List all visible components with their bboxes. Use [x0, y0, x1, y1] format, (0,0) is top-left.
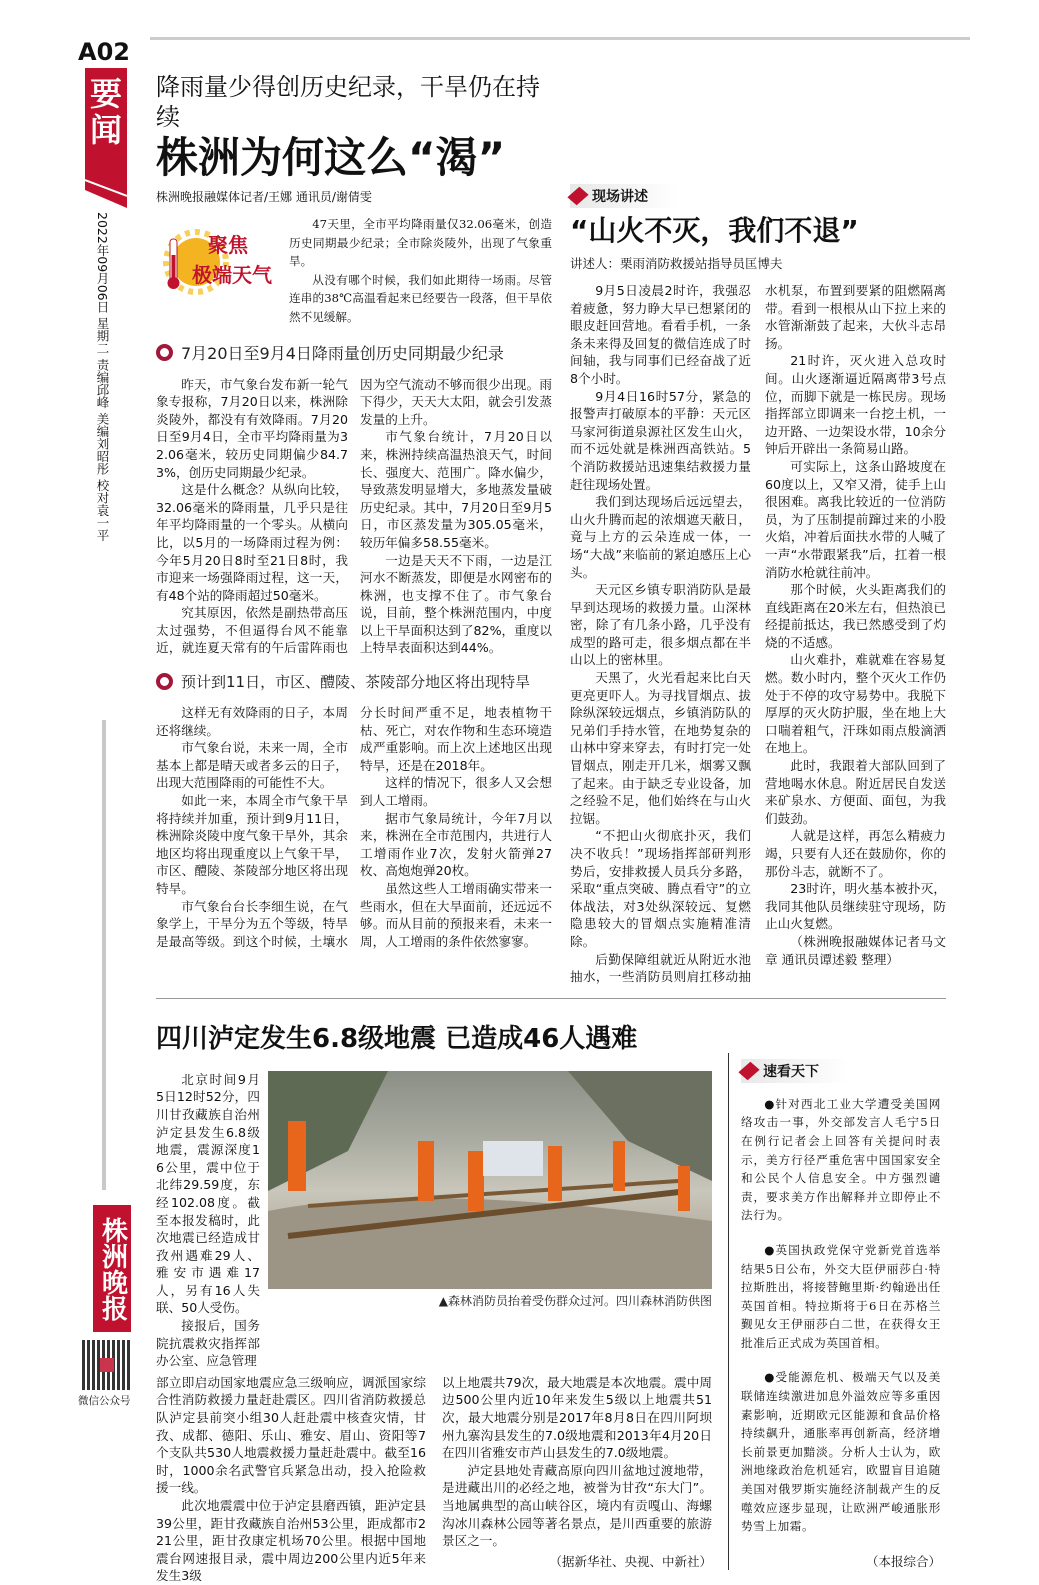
article-paragraph: 天黑了，火光看起来比白天更亮更吓人。为寻找冒烟点、拔除纵深较远烟点，乡镇消防队的兄弟们手持水管，在地势复杂的山林中穿来穿去，有时打完一处冒烟点，刚走开几米，烟雾又飘了起来。由于缺乏专业设备，加之经验不足，他们始终在与山火拉锯。	[570, 670, 751, 826]
article-paragraph: 这样的情况下，很多人又会想到人工增雨。	[360, 775, 552, 809]
briefs-tag-label: 速看天下	[763, 1063, 819, 1080]
paper-logo: 株洲晚报	[93, 1205, 131, 1332]
quake-title: 四川泸定发生6.8级地震 已造成46人遇难	[156, 1023, 638, 1054]
drought-subtitle: 降雨量少得创历史纪录，干旱仍在持续	[156, 73, 540, 131]
upper-section	[156, 44, 946, 986]
article-paragraph: 天元区乡镇专职消防队是最早到达现场的救援力量。山深林密，除了有几条小路，几乎没有成型的路可走，很多烟点都在半山以上的密林里。	[570, 582, 751, 668]
article-paragraph: 以上地震共79次，最大地震是本次地震。震中周边500公里内近10年来发生5级以上地震共51次，最大地震分别是2017年8月8日在四川阿坝州九寨沟县发生的7.0级地震和2013年4月20日在四川省雅安市芦山县发生的7.0级地震。	[442, 1374, 712, 1461]
quake-body-col-c	[442, 1374, 712, 1550]
margin-line	[102, 720, 106, 1190]
article-paragraph: 可实际上，这条山路坡度在60度以上，又窄又滑，徒手上山很困难。离我比较近的一位消防员，为了压制提前蹿过来的小股火焰，冲着后面扶水带的人喊了一声“水带跟紧我”后，扛着一根消防水枪就往前冲。	[765, 458, 946, 580]
article-paragraph: 23时许，明火基本被扑灭，我同其他队员继续驻守现场，防止山火复燃。	[765, 881, 946, 932]
quake-body-col-a	[156, 1071, 260, 1370]
briefs-column	[728, 1053, 941, 1570]
article-paragraph: 人就是这样，再怎么精疲力竭，只要有人还在鼓励你，你的那份斗志，就断不了。	[765, 828, 946, 879]
drought-byline: 株洲晚报融媒体记者/王娜 通讯员/谢倩雯	[156, 190, 372, 204]
quake-story	[156, 1013, 712, 1585]
top-rule	[150, 37, 970, 40]
briefs-source: （本报综合）	[865, 1553, 941, 1569]
quake-body-col-b	[156, 1374, 426, 1585]
main-content	[156, 44, 946, 1585]
ring-icon	[156, 344, 173, 361]
briefs-tag	[741, 1059, 849, 1083]
article-paragraph: 一边是天天不下雨，一边是江河水不断蒸发，即便是水网密布的株洲，也支撑不住了。市气象台说，目前，整个株洲范围内，中度以上干旱面积达到了82%，重度以上特旱表面积达到44%。	[360, 552, 552, 656]
pencil-icon	[567, 187, 588, 205]
section1-body	[156, 376, 552, 658]
article-paragraph: 此次地震震中位于泸定县磨西镇，距泸定县39公里，距甘孜藏族自治州53公里，距成都市221公里，距甘孜康定机场70公里。根据中国地震台网速报目录，震中周边200公里内近5年来发生3级	[156, 1498, 426, 1584]
article-paragraph: 后勤保障组就近从附近水池抽水，一些消防员则肩扛移动抽水机泵，布置到要紧的阻燃隔离带。看到一根根从山下拉上来的水管渐渐鼓了起来，大伙斗志昂扬。	[570, 283, 946, 985]
drought-intro	[289, 215, 552, 327]
article-paragraph: 接报后，国务院抗震救灾指挥部办公室、应急管理	[156, 1318, 260, 1369]
article-paragraph: 部立即启动国家地震应急三级响应，调派国家综合性消防救援力量赶赴震区。四川省消防救援总队泸定县前突小组30人赶赴震中核查灾情，甘孜、成都、德阳、乐山、雅安、眉山、资阳等7个支队共530人地震救援力量赶赴震中。截至16时，1000余名武警官兵紧急出动，投入抢险救援一线。	[156, 1374, 426, 1496]
badge-line1: 聚焦	[208, 233, 248, 257]
article-paragraph: 昨天，市气象台发布新一轮气象专报称，7月20日以来，株洲除炎陵外，都没有有效降雨。7月20日至9月4日，全市平均降雨量为32.06毫米，较历史同期偏少84.73%，创历史同期最少纪录。	[156, 376, 348, 480]
section2-heading-text: 预计到11日，市区、醴陵、茶陵部分地区将出现特旱	[181, 673, 531, 692]
article-paragraph: 那个时候，火头距离我们的直线距离在20米左右，但热浪已经提前抵达，我已然感受到了灼烧的不适感。	[765, 582, 946, 650]
dateline: 2022年09月06日 星期二 责编邱峰 美编刘昭彤 校对袁一平	[95, 212, 110, 542]
article-paragraph: 此时，我跟着大部队回到了营地喝水休息。附近居民自发送来矿泉水、方便面、面包，为我们鼓劲。	[765, 758, 946, 826]
section2-heading	[156, 671, 552, 692]
fire-tag	[570, 184, 678, 208]
fire-story	[570, 184, 946, 986]
quake-photo-caption: ▲森林消防员抬着受伤群众过河。四川森林消防供图	[438, 1293, 712, 1308]
section1-heading-text: 7月20日至9月4日降雨量创历史同期最少纪录	[181, 343, 504, 363]
article-paragraph: 市气象台台长李细生说，在气象学上，干旱分为五个等级，特旱是最高等级。到这个时候，土壤水分长时间严重不足，地表植物干枯、死亡，对农作物和生态环境造成严重影响。而上次上述地区出现特旱，还是在2018年。	[156, 705, 552, 949]
qr-caption: 微信公众号	[78, 1395, 131, 1407]
drought-title: 株洲为何这么“渴”	[156, 133, 506, 182]
brief-item: ●英国执政党保守党新党首选举结果5日公布，外交大臣伊丽莎白·特拉斯胜出，将接替鲍里斯·约翰逊出任英国首相。特拉斯将于6日在苏格兰觐见女王伊丽莎白二世，在获得女王批准后正式成为英国首相。	[741, 1242, 941, 1350]
article-paragraph: 这是什么概念？从纵向比较，32.06毫米的降雨量，几乎只是往年平均降雨量的一个零头。从横向比，以5月的一场降雨过程为例：今年5月20日8时至21日8时，我市迎来一场强降雨过程，这一天，有48个站的降雨超过50毫米。	[156, 482, 348, 603]
article-paragraph: 21时许，灭火进入总攻时间。山火逐渐逼近隔离带3号点位，而脚下就是一栋民房。现场指挥部立即调来一台挖土机，一边开路、一边架设水带，10余分钟后开辟出一条简易山路。	[765, 353, 946, 457]
ring-icon	[156, 673, 173, 690]
article-paragraph: 市气象台统计，7月20日以来，株洲持续高温热浪天气，时间长、强度大、范围广。降水偏少，导致蒸发明显增大，多地蒸发量破历史纪录。其中，7月20日至9月5日，市区蒸发量为305.05毫米，较历年偏多58.55毫米。	[360, 429, 552, 550]
quake-source: （据新华社、央视、中新社）	[549, 1553, 712, 1569]
focus-weather-badge	[156, 227, 281, 297]
drought-story	[156, 44, 552, 950]
article-paragraph: 泸定县地处青藏高原向四川盆地过渡地带，是进藏出川的必经之地，被誉为甘孜“东大门”。当地属典型的高山峡谷区，境内有贡嘎山、海螺沟冰川森林公园等著名景点，是川西重要的旅游景区之一。	[442, 1462, 712, 1549]
article-paragraph: 9月4日16时57分，紧急的报警声打破原本的平静：天元区马家河街道泉源社区发生山火，而不远处就是株洲西高铁站。5个消防救援站迅速集结救援力量赶往现场处置。	[570, 388, 751, 492]
section1-heading	[156, 341, 552, 364]
article-paragraph: 虽然这些人工增雨确实带来一些雨水，但在大旱面前，还远远不够。而从目前的预报来看，未来一周，人工增雨的条件依然寥寥。	[360, 881, 552, 949]
intro-paragraph: 从没有哪个时候，我们如此期待一场雨。尽管连串的38℃高温看起来已经要告一段落，但干旱依然不见缓解。	[289, 272, 552, 324]
article-paragraph: 这样无有效降雨的日子，本周还将继续。	[156, 705, 348, 738]
section2-body	[156, 704, 552, 950]
pencil-icon	[738, 1062, 759, 1080]
brief-item: ●受能源危机、极端天气以及美联储连续激进加息外溢效应等多重因素影响，近期欧元区能源和食品价格持续飙升，通胀率再创新高，经济增长前景更加黯淡。分析人士认为，欧洲地缘政治危机延宕，欧盟盲目追随美国对俄罗斯实施经济制裁产生的反噬效应逐步显现，让欧洲严峻通胀形势雪上加霜。	[741, 1370, 941, 1534]
article-paragraph: 9月5日凌晨2时许，我强忍着疲惫，努力睁大早已想紧闭的眼皮赶回营地。看看手机，一条条未来得及回复的微信连成了时间轴，我与同事们已经奋战了近8个小时。	[570, 283, 751, 386]
brief-item: ●针对西北工业大学遭受美国网络攻击一事，外交部发言人毛宁5日在例行记者会上回答有关提问时表示，美方行径严重危害中国国家安全和公民个人信息安全。中方强烈谴责，要求美方作出解释并立即停止不法行为。	[741, 1096, 941, 1223]
fire-narrator: 讲述人：栗雨消防救援站指导员匡博夫	[570, 256, 783, 271]
article-paragraph: （株洲晚报融媒体记者马文章 通讯员谭述毅 整理）	[765, 933, 946, 967]
fire-body	[570, 282, 946, 986]
article-paragraph: “不把山火彻底扑灭，我们决不收兵！”现场指挥部研判形势后，安排救援人员兵分多路，采取“重点突破、腾点看守”的立体战法，对3处纵深较远、复燃隐患较大的冒烟点实施精准清除。	[570, 828, 751, 949]
page-number: A02	[78, 38, 130, 66]
section-label: 要闻	[89, 75, 122, 149]
qr-code	[82, 1340, 132, 1390]
article-paragraph: 我们到达现场后远远望去，山火升腾而起的浓烟遮天蔽日，竟与上方的云朵连成一体，一场“大战”来临前的紧迫感压上心头。	[570, 494, 751, 580]
article-paragraph: 如此一来，本周全市气象干旱将持续并加重，预计到9月11日，株洲除炎陵中度气象干旱外，其余地区均将出现重度以上气象干旱，市区、醴陵、茶陵部分地区将出现特旱。	[156, 793, 348, 896]
article-paragraph: 究其原因，依然是副热带高压太过强势，不但逼得台风不能靠近，就连夏天常有的午后雷阵雨也因为空气流动不够而很少出现。雨下得少，天天大太阳，就会引发蒸发量的上升。	[156, 376, 552, 656]
article-paragraph: 市气象台说，未来一周，全市基本上都是晴天或者多云的日子，出现大范围降雨的可能性不大。	[156, 740, 348, 791]
article-paragraph: 北京时间9月5日12时52分，四川甘孜藏族自治州泸定县发生6.8级地震，震源深度16公里，震中位于北纬29.59度，东经102.08度。截至本报发稿时，此次地震已经造成甘孜州遇难29人、雅安市遇难17人，另有16人失联、50人受伤。	[156, 1071, 260, 1316]
lower-section	[156, 1013, 946, 1585]
section-divider	[156, 998, 946, 999]
briefs-body	[741, 1095, 941, 1536]
fire-title: “山火不灭，我们不退”	[570, 214, 859, 247]
section-tab	[85, 68, 127, 208]
intro-paragraph: 47天里，全市平均降雨量仅32.06毫米，创造历史同期最少纪录；全市除炎陵外，出现了气象重旱。	[289, 217, 552, 269]
quake-photo	[268, 1071, 712, 1289]
fire-tag-label: 现场讲述	[592, 189, 648, 205]
article-paragraph: 据市气象局统计，今年7月以来，株洲在全市范围内，共进行人工增雨作业7次，发射火箭弹27枚、高炮炮弹20枚。	[360, 810, 552, 879]
article-paragraph: 山火难扑，难就难在容易复燃。数小时内，整个灭火工作仍处于不停的攻守易势中。我脱下厚厚的灭火防护服，坐在地上大口喘着粗气，汗珠如雨点般滴洒在地上。	[765, 652, 946, 756]
badge-line2: 极端天气	[192, 263, 272, 287]
